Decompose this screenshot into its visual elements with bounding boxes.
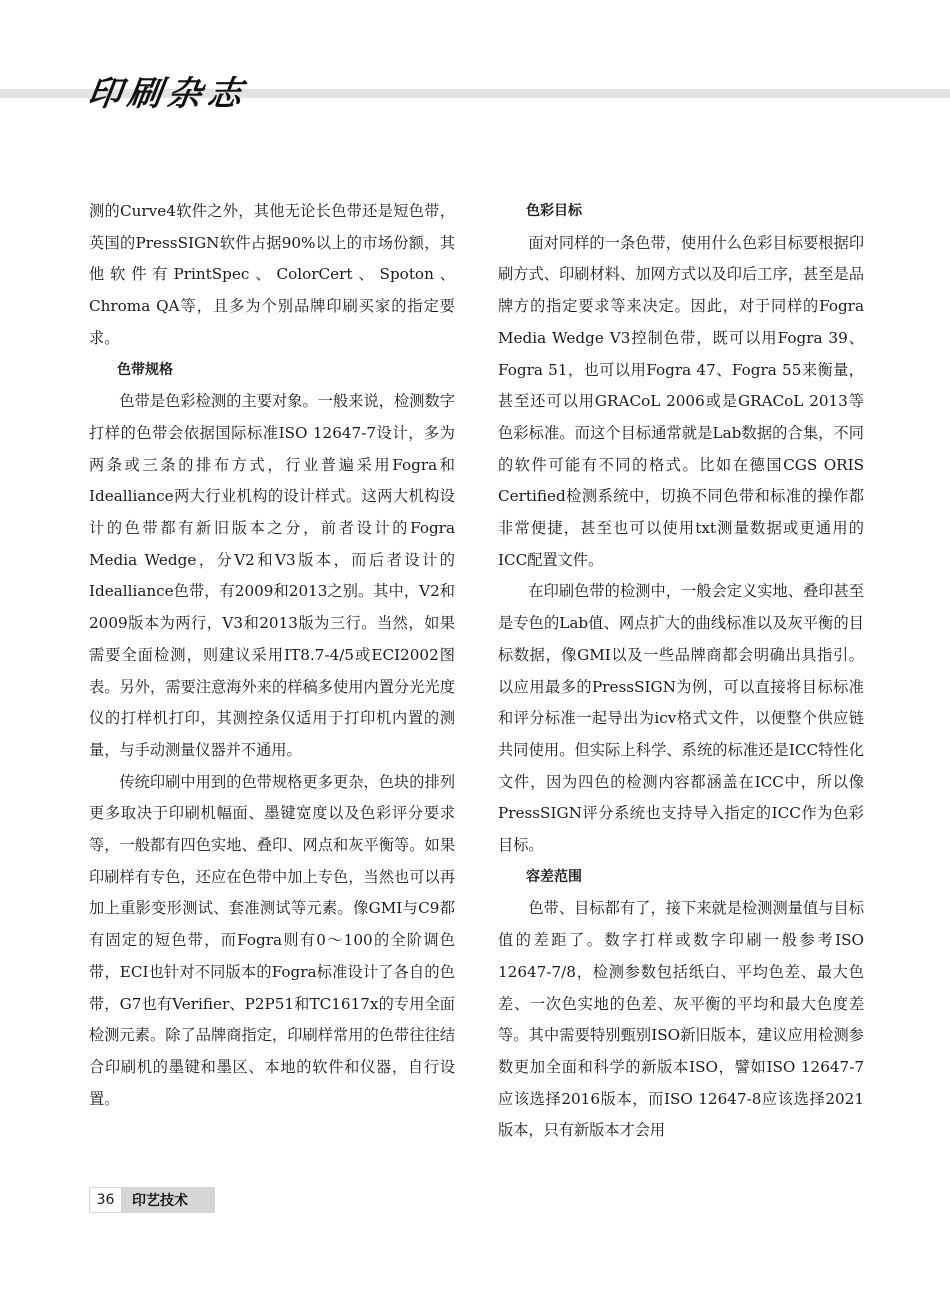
page-number: 36	[89, 1187, 122, 1213]
left-column	[89, 196, 455, 1115]
paragraph: 色带是色彩检测的主要对象。一般来说，检测数字打样的色带会依据国际标准ISO 12647-7设计，多为两条或三条的排布方式，行业普遍采用Fogra和Idealliance两大行业机构的设计样式。这两大机构设计的色带都有新旧版本之分，前者设计的Fogra Media Wedge，分V2和V3版本，而后者设计的Idealliance色带，有2009和2013之别。其中，V2和2009版本为两行，V3和2013版为三行。当然，如果需要全面检测，则建议采用IT8.7-4/5或ECI2002图表。另外，需要注意海外来的样稿多使用内置分光光度仪的打样机打印，其测控条仅适用于打印机内置的测量，与手动测量仪器并不通用。	[89, 392, 455, 759]
section-heading: 容差范围	[526, 868, 582, 885]
paragraph: 传统印刷中用到的色带规格更多更杂，色块的排列更多取决于印刷机幅面、墨键宽度以及色彩评分要求等，一般都有四色实地、叠印、网点和灰平衡等。如果印刷样有专色，还应在色带中加上专色，当然也可以再加上重影变形测试、套准测试等元素。像GMI与C9都有固定的短色带，而Fogra则有0～100的全阶调色带，ECI也针对不同版本的Fogra标准设计了各自的色带，G7也有Verifier、P2P51和TC1617x的专用全面检测元素。除了品牌商指定，印刷样常用的色带往往结合印刷机的墨键和墨区、本地的软件和仪器，自行设置。	[89, 772, 455, 1108]
page-footer	[89, 1187, 215, 1213]
masthead-logo: 印刷杂志	[84, 74, 251, 114]
paragraph: 测的Curve4软件之外，其他无论长色带还是短色带，英国的PressSIGN软件占据90%以上的市场份额，其他软件有PrintSpec、ColorCert、Spoton、Chroma QA等，且多为个别品牌印刷买家的指定要求。	[89, 202, 455, 347]
section-heading: 色彩目标	[526, 203, 582, 219]
section-name: 印艺技术	[132, 1193, 188, 1209]
section-heading: 色带规格	[117, 361, 173, 378]
paragraph: 在印刷色带的检测中，一般会定义实地、叠印甚至是专色的Lab值、网点扩大的曲线标准以及灰平衡的目标数据，像GMI以及一些品牌商都会明确出具指引。以应用最多的PressSIGN为例，可以直接将目标标准和评分标准一起导出为icv格式文件，以便整个供应链共同使用。但实际上科学、系统的标准还是ICC特性化文件，因为四色的检测内容都涵盖在ICC中，所以像PressSIGN评分系统也支持导入指定的ICC作为色彩目标。	[498, 582, 864, 855]
paragraph: 色带、目标都有了，接下来就是检测测量值与目标值的差距了。数字打样或数字印刷一般参考ISO 12647-7/8，检测参数包括纸白、平均色差、最大色差、一次色实地的色差、灰平衡的平均和最大色度差等。其中需要特别甄别ISO新旧版本，建议应用检测参数更加全面和科学的新版本ISO，譬如ISO 12647-7应该选择2016版本，而ISO 12647-8应该选择2021版本，只有新版本才会用	[498, 899, 864, 1140]
paragraph: 面对同样的一条色带，使用什么色彩目标要根据印刷方式、印刷材料、加网方式以及印后工序，甚至是品牌方的指定要求等来决定。因此，对于同样的Fogra Media Wedge V3控制色带，既可以用Fogra 39、Fogra 51，也可以用Fogra 47、Fogra 55来衡量，甚至还可以用GRACoL 2006或是GRACoL 2013等色彩标准。而这个目标通常就是Lab数据的合集，不同的软件可能有不同的格式。比如在德国CGS ORIS Certified检测系统中，切换不同色带和标准的操作都非常便捷，甚至也可以使用txt测量数据或更通用的ICC配置文件。	[498, 233, 864, 569]
right-column	[498, 196, 864, 1147]
